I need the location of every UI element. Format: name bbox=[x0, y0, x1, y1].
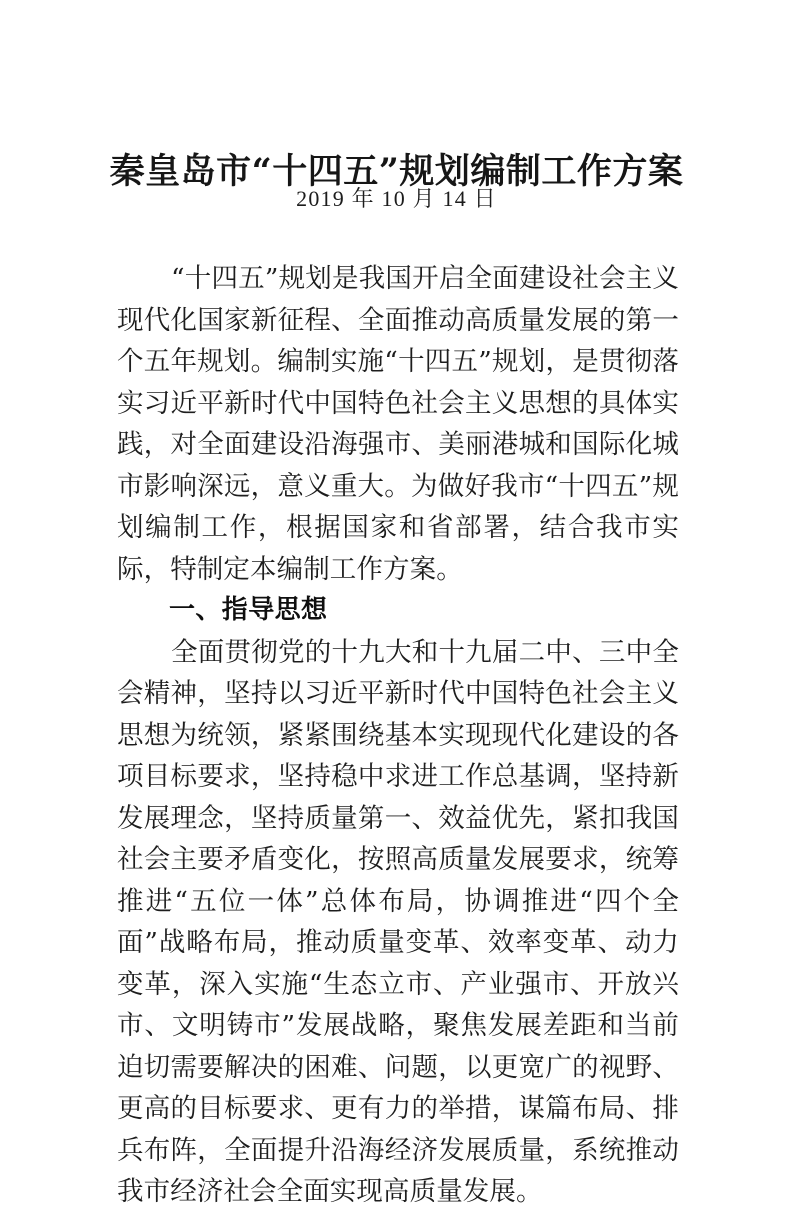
section-one-paragraph: 全面贯彻党的十九大和十九届二中、三中全会精神，坚持以习近平新时代中国特色社会主义思想为统领，紧紧围绕基本实现现代化建设的各项目标要求，坚持稳中求进工作总基调，坚持新发展理念，坚持质量第一、效益优先，紧扣我国社会主要矛盾变化，按照高质量发展要求，统筹推进“五位一体”总体布局，协调推进“四个全面”战略布局，推动质量变革、效率变革、动力变革，深入实施“生态立市、产业强市、开放兴市、文明铸市”发展战略，聚焦发展差距和当前迫切需要解决的困难、问题，以更宽广的视野、更高的目标要求、更有力的举措，谋篇布局、排兵布阵，全面提升沿海经济发展质量，系统推动我市经济社会全面实现高质量发展。 bbox=[117, 636, 679, 1207]
intro-paragraph: “十四五”规划是我国开启全面建设社会主义现代化国家新征程、全面推动高质量发展的第一个五年规划。编制实施“十四五”规划，是贯彻落实习近平新时代中国特色社会主义思想的具体实践，对全面建设沿海强市、美丽港城和国际化城市影响深远，意义重大。为做好我市“十四五”规划编制工作，根据国家和省部署，结合我市实际，特制定本编制工作方案。 bbox=[117, 263, 679, 585]
section-heading-guiding-thought: 一、指导思想 bbox=[169, 595, 328, 625]
page-title: 秦皇岛市“十四五”规划编制工作方案 bbox=[109, 151, 684, 193]
document-body bbox=[117, 258, 679, 1213]
document-date: 2019 年 10 月 14 日 bbox=[296, 186, 497, 211]
